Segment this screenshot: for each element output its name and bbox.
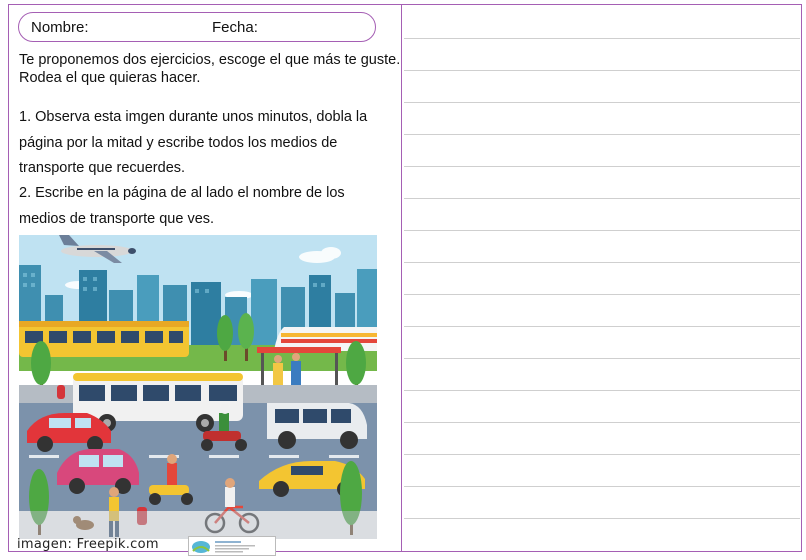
- fecha-label: Fecha:: [212, 19, 258, 36]
- writing-line: [404, 294, 800, 295]
- writing-line: [404, 486, 800, 487]
- writing-line: [404, 326, 800, 327]
- city-transport-illustration: [19, 235, 377, 539]
- writing-line: [404, 38, 800, 39]
- exercise-1-line-1: 1. Observa esta imgen durante unos minutos, dobla la: [19, 109, 368, 125]
- exercise-2-line-1: 2. Escribe en la página de al lado el nombre de los: [19, 185, 345, 201]
- image-credit: imagen: Freepik.com: [17, 537, 159, 552]
- exercise-2-line-2: medios de transporte que ves.: [19, 211, 215, 227]
- writing-line: [404, 70, 800, 71]
- exercise-1-line-2: página por la mitad y escribe todos los medios de: [19, 135, 338, 151]
- writing-line: [404, 518, 800, 519]
- intro-line-1: Te proponemos dos ejercicios, escoge el que más te guste.: [19, 52, 401, 68]
- writing-line: [404, 134, 800, 135]
- writing-line: [404, 102, 800, 103]
- writing-line: [404, 198, 800, 199]
- writing-line: [404, 166, 800, 167]
- page-divider: [401, 4, 402, 552]
- header-box: [18, 12, 376, 42]
- exercise-1-line-3: transporte que recuerdes.: [19, 160, 186, 176]
- nombre-label: Nombre:: [31, 19, 89, 36]
- writing-lines: [404, 0, 800, 552]
- blog-logo-icon: [188, 536, 276, 556]
- intro-line-2: Rodea el que quieras hacer.: [19, 70, 201, 86]
- writing-line: [404, 230, 800, 231]
- writing-line: [404, 454, 800, 455]
- writing-line: [404, 358, 800, 359]
- writing-line: [404, 390, 800, 391]
- writing-line: [404, 422, 800, 423]
- writing-line: [404, 262, 800, 263]
